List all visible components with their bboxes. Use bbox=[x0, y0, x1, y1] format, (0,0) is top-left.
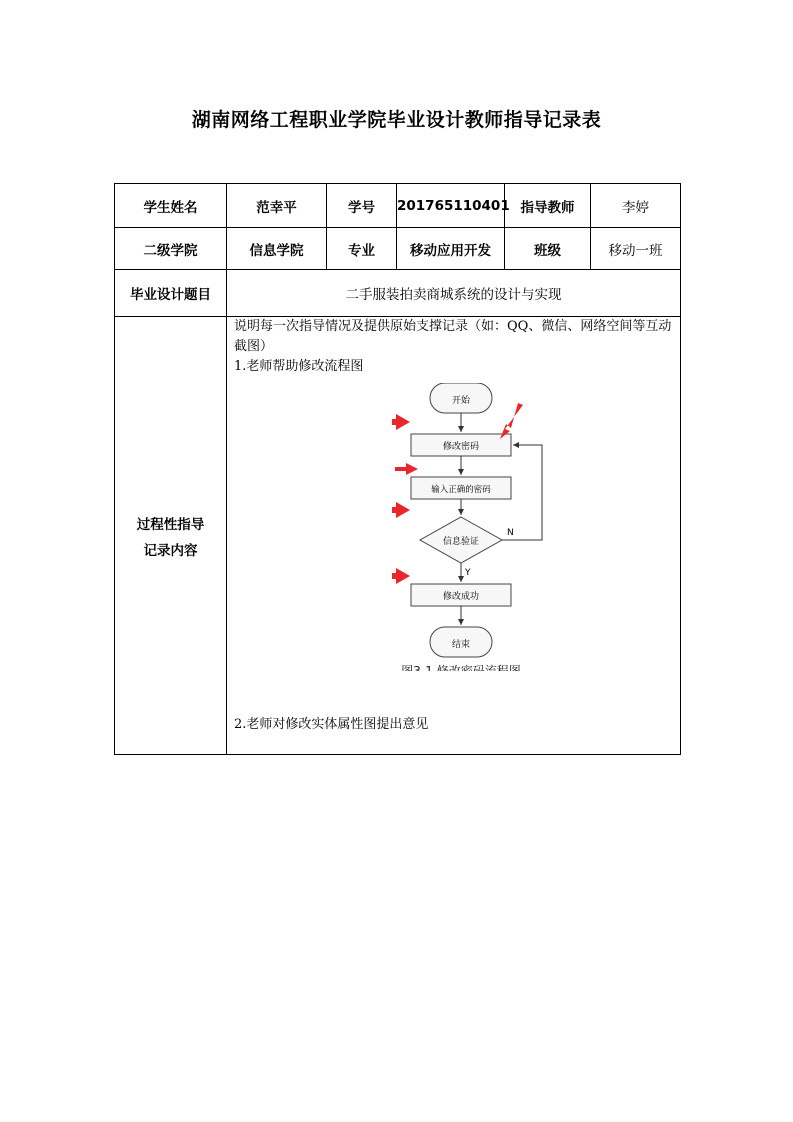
college-value: 信息学院 bbox=[227, 228, 327, 270]
student-id-value: 201765110401 bbox=[397, 184, 505, 228]
flowchart bbox=[392, 383, 562, 713]
student-name-label: 学生姓名 bbox=[115, 184, 227, 228]
student-id-label: 学号 bbox=[327, 184, 397, 228]
process-label bbox=[115, 317, 227, 755]
page-title: 湖南网络工程职业学院毕业设计教师指导记录表 bbox=[191, 109, 602, 131]
flowchart-screenshot bbox=[234, 377, 674, 707]
no-branch-label: N bbox=[507, 528, 514, 538]
modify-password-label: 修改密码 bbox=[442, 442, 480, 452]
college-label: 二级学院 bbox=[115, 228, 227, 270]
process-label-line1: 过程性指导 bbox=[136, 516, 205, 533]
input-password-label: 输入正确的密码 bbox=[431, 485, 491, 495]
figure-caption-partial: 图3-1 修改密码流程图 bbox=[401, 664, 521, 678]
major-value: 移动应用开发 bbox=[397, 228, 505, 270]
topic-value: 二手服装拍卖商城系统的设计与实现 bbox=[227, 270, 681, 317]
item-2-text: 2.老师对修改实体属性图提出意见 bbox=[234, 717, 429, 732]
topic-label: 毕业设计题目 bbox=[115, 270, 227, 317]
end-label: 结束 bbox=[451, 640, 471, 650]
instruction-text: 说明每一次指导情况及提供原始支撑记录（如：QQ、微信、网络空间等互动截图） bbox=[234, 319, 672, 354]
red-arrow-icon bbox=[395, 463, 418, 475]
yes-branch-label: Y bbox=[465, 568, 471, 578]
process-content bbox=[227, 317, 681, 755]
red-arrow-icon bbox=[392, 502, 410, 518]
success-label: 修改成功 bbox=[442, 592, 480, 602]
class-value: 移动一班 bbox=[591, 228, 681, 270]
item-1-text: 1.老师帮助修改流程图 bbox=[234, 359, 364, 374]
table-row bbox=[115, 270, 681, 317]
teacher-label: 指导教师 bbox=[505, 184, 591, 228]
start-label: 开始 bbox=[451, 396, 471, 406]
table-row bbox=[115, 228, 681, 270]
process-label-line2: 记录内容 bbox=[143, 542, 198, 559]
teacher-value: 李婷 bbox=[591, 184, 681, 228]
table-row bbox=[115, 184, 681, 228]
major-label: 专业 bbox=[327, 228, 397, 270]
table-row bbox=[115, 317, 681, 755]
verify-decision-label: 信息验证 bbox=[442, 537, 480, 547]
class-label: 班级 bbox=[505, 228, 591, 270]
guidance-record-table bbox=[114, 183, 681, 755]
red-arrow-icon bbox=[392, 414, 410, 430]
red-arrow-icon bbox=[392, 568, 410, 584]
student-name-value: 范幸平 bbox=[227, 184, 327, 228]
